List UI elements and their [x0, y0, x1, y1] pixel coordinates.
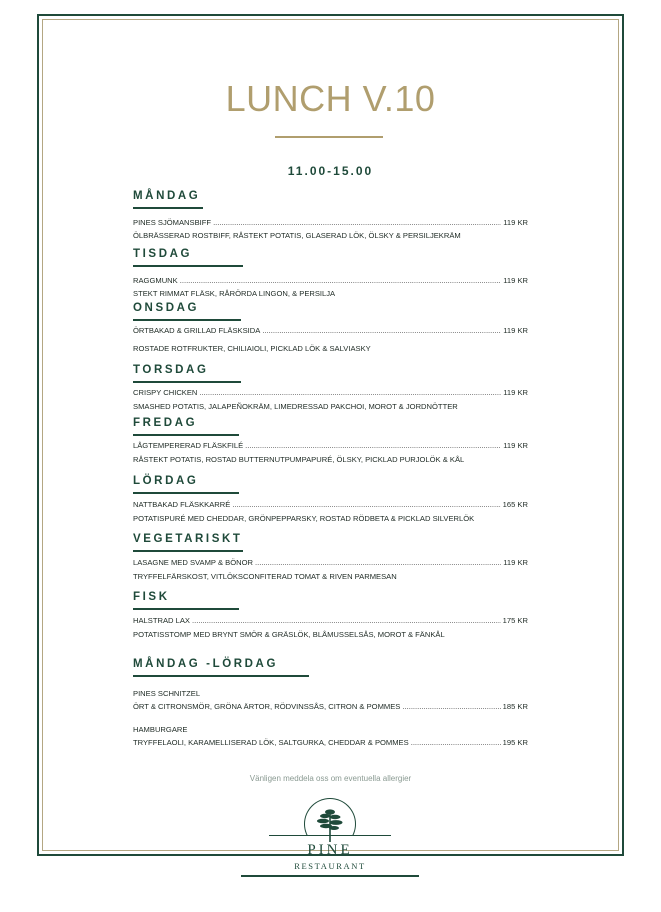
dish-description: POTATISSTOMP MED BRYNT SMÖR & GRÄSLÖK, BLÅMUSSELSÅS, MOROT & FÄNKÅL — [133, 630, 445, 639]
dish-name: PINES SJÖMANSBIFF — [133, 218, 212, 227]
section-underline — [133, 675, 309, 677]
dish-name: ÖRTBAKAD & GRILLAD FLÄSKSIDA — [133, 326, 261, 335]
opening-hours: 11.00-15.00 — [287, 164, 374, 178]
dish-name: PINES SCHNITZEL — [133, 689, 201, 698]
section-heading: MÅNDAG -LÖRDAG — [133, 658, 278, 670]
dish-price: 119 KR — [503, 558, 528, 567]
dish-name: HALSTRAD LAX — [133, 616, 190, 625]
section-vegetariskt — [133, 531, 528, 582]
menu-item — [133, 388, 528, 398]
leader-dots — [232, 500, 500, 510]
dish-name: LÅGTEMPERERAD FLÄSKFILÉ — [133, 441, 244, 450]
section-heading: FREDAG — [133, 417, 198, 429]
section-lordag — [133, 473, 528, 524]
menu-title: LUNCH V.10 — [225, 78, 436, 119]
leader-dots — [262, 326, 501, 336]
dish-description: TRYFFELAOLI, KARAMELLISERAD LÖK, SALTGURKA, CHEDDAR & POMMES — [133, 738, 409, 747]
section-heading: LÖRDAG — [133, 475, 199, 487]
dish-description: RÅSTEKT POTATIS, ROSTAD BUTTERNUTPUMPAPURÉ, ÖLSKY, PICKLAD PURJOLÖK & KÅL — [133, 455, 465, 464]
section-mandag-lordag — [133, 656, 528, 748]
dish-price: 119 KR — [503, 326, 528, 335]
logo-ground-line — [269, 835, 391, 836]
leader-dots — [199, 388, 501, 398]
menu-item — [133, 441, 528, 451]
dish-price: 195 KR — [502, 738, 528, 747]
leader-dots — [213, 218, 501, 228]
section-underline — [133, 434, 239, 436]
dish-description: ÖLBRÄSSERAD ROSTBIFF, RÅSTEKT POTATIS, GLASERAD LÖK, ÖLSKY & PERSILJEKRÄM — [133, 231, 461, 240]
section-underline — [133, 608, 239, 610]
leader-dots — [411, 738, 501, 748]
section-heading: MÅNDAG — [133, 190, 201, 202]
section-fredag — [133, 415, 528, 465]
allergy-note: Vänligen meddela oss om eventuella allergier — [249, 774, 412, 783]
section-torsdag — [133, 362, 528, 412]
logo-bottom-rule — [241, 875, 419, 877]
leader-dots — [192, 616, 501, 626]
dish-description: ÖRT & CITRONSMÖR, GRÖNA ÄRTOR, RÖDVINSSÅS, CITRON & POMMES — [133, 702, 401, 711]
restaurant-logo — [241, 798, 419, 878]
section-underline — [133, 381, 241, 383]
menu-item — [133, 218, 528, 228]
dish-description: STEKT RIMMAT FLÄSK, RÅRÖRDA LINGON, & PERSILJA — [133, 289, 336, 298]
pine-tree-icon — [316, 806, 344, 842]
dish-name: LASAGNE MED SVAMP & BÖNOR — [133, 558, 253, 567]
dish-price: 185 KR — [502, 702, 528, 711]
section-heading: TISDAG — [133, 248, 193, 260]
dish-description: SMASHED POTATIS, JALAPEÑOKRÄM, LIMEDRESSAD PAKCHOI, MOROT & JORDNÖTTER — [133, 402, 458, 411]
dish-price: 119 KR — [503, 441, 528, 450]
menu-item — [133, 702, 528, 712]
section-heading: TORSDAG — [133, 364, 209, 376]
dish-description: TRYFFELFÄRSKOST, VITLÖKSCONFITERAD TOMAT & RIVEN PARMESAN — [133, 572, 397, 581]
section-heading: FISK — [133, 591, 170, 603]
menu-item — [133, 276, 528, 286]
dish-description: POTATISPURÉ MED CHEDDAR, GRÖNPEPPARSKY, ROSTAD RÖDBETA & PICKLAD SILVERLÖK — [133, 514, 475, 523]
dish-price: 175 KR — [502, 616, 528, 625]
dish-price: 119 KR — [503, 218, 528, 227]
leader-dots — [180, 276, 502, 286]
dish-price: 119 KR — [503, 388, 528, 397]
menu-item — [133, 616, 528, 626]
menu-item — [133, 738, 528, 748]
menu-item — [133, 500, 528, 510]
logo-subtitle: RESTAURANT — [294, 861, 366, 871]
section-heading: VEGETARISKT — [133, 533, 243, 545]
title-divider — [275, 136, 383, 138]
section-onsdag — [133, 300, 528, 354]
section-mandag — [133, 188, 528, 241]
section-underline — [133, 265, 243, 267]
dish-price: 165 KR — [502, 500, 528, 509]
leader-dots — [402, 702, 500, 712]
section-underline — [133, 492, 239, 494]
dish-description: ROSTADE ROTFRUKTER, CHILIAIOLI, PICKLAD LÖK & SALVIASKY — [133, 344, 371, 353]
section-heading: ONSDAG — [133, 302, 200, 314]
logo-name: PINE — [307, 842, 353, 858]
section-underline — [133, 550, 243, 552]
leader-dots — [245, 441, 501, 451]
menu-item — [133, 326, 528, 336]
dish-name: NATTBAKAD FLÄSKKARRÉ — [133, 500, 231, 509]
dish-name: HAMBURGARE — [133, 725, 188, 734]
menu-item — [133, 558, 528, 568]
dish-price: 119 KR — [503, 276, 528, 285]
dish-name: CRISPY CHICKEN — [133, 388, 198, 397]
section-tisdag — [133, 246, 528, 299]
leader-dots — [255, 558, 501, 568]
section-underline — [133, 207, 203, 209]
dish-name: RAGGMUNK — [133, 276, 178, 285]
section-underline — [133, 319, 241, 321]
section-fisk — [133, 589, 528, 640]
